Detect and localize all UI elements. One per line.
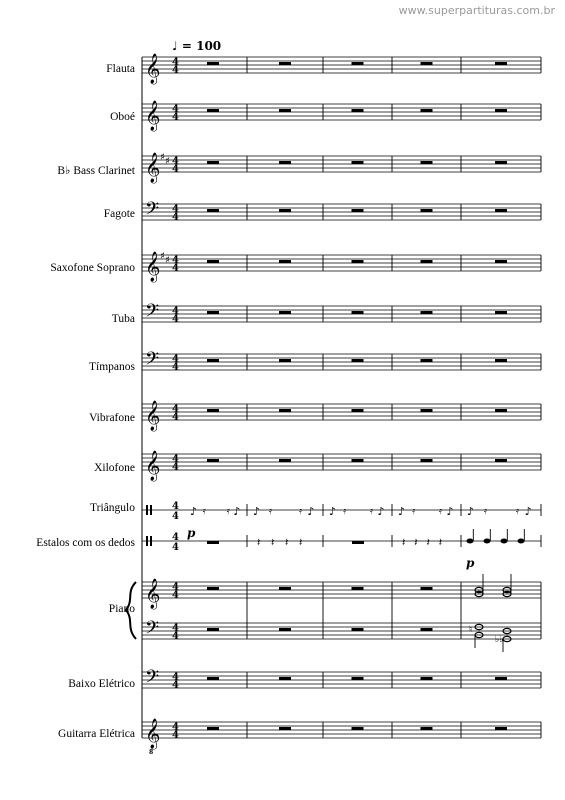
time-signature-denominator: 4 [172, 65, 179, 76]
treble-clef-icon: 𝄞 [145, 401, 161, 431]
percussion-clef-icon [146, 536, 148, 546]
sixteenth-rest-icon: 𝄿 [226, 506, 230, 517]
quarter-note-icon: ♩ [172, 39, 178, 53]
time-signature-numerator: 4 [172, 104, 179, 115]
bass-clef-icon: 𝄢 [145, 349, 160, 374]
whole-rest [207, 628, 219, 631]
treble-clef-icon: 𝄞 [145, 54, 161, 84]
sharp-icon: ♯ [160, 152, 165, 163]
whole-rest [279, 109, 291, 112]
time-signature-numerator: 4 [172, 57, 179, 68]
whole-rest [421, 62, 433, 65]
whole-rest [495, 62, 507, 65]
treble-clef-icon: 𝄞 [145, 719, 161, 749]
whole-rest [352, 209, 364, 212]
time-signature-denominator: 4 [172, 112, 179, 123]
whole-rest [352, 161, 364, 164]
whole-rest [352, 727, 364, 730]
whole-rest [279, 628, 291, 631]
whole-rest [495, 727, 507, 730]
sixteenth-rest-icon: 𝄿 [343, 506, 347, 517]
whole-rest [352, 260, 364, 263]
whole-rest [279, 409, 291, 412]
triangle-eighth-note-icon: ♪ [307, 505, 315, 518]
time-signature-numerator: 4 [172, 672, 179, 683]
time-signature-numerator: 4 [172, 354, 179, 365]
instrument-label-piano: Piano [108, 603, 135, 615]
triangle-eighth-note-icon: ♪ [524, 505, 532, 518]
treble-clef-icon: 𝄞 [145, 579, 161, 609]
octave-marking: 8 [149, 749, 154, 756]
bass-clef-icon: 𝄢 [145, 618, 160, 643]
whole-rest [421, 260, 433, 263]
whole-rest [421, 628, 433, 631]
quarter-rest-icon: 𝄽 [402, 536, 406, 549]
triangle-eighth-note-icon: ♪ [467, 505, 475, 518]
whole-rest [495, 311, 507, 314]
whole-rest [279, 727, 291, 730]
quarter-rest-icon: 𝄽 [299, 536, 303, 549]
whole-rest [495, 359, 507, 362]
sharp-icon: ♯ [165, 156, 170, 167]
treble-clef-icon: 𝄞 [145, 101, 161, 131]
bass-clef-icon: 𝄢 [145, 301, 160, 326]
dynamic-piano-estalos: p [466, 556, 475, 570]
instrument-label-guitarra-eletrica: Guitarra Elétrica [58, 728, 135, 740]
whole-rest [207, 161, 219, 164]
whole-rest [207, 541, 219, 544]
time-signature-denominator: 4 [172, 511, 179, 522]
time-signature-numerator: 4 [172, 454, 179, 465]
whole-rest [207, 727, 219, 730]
whole-rest [421, 727, 433, 730]
natural-icon: ♮ [469, 625, 473, 635]
whole-rest [207, 209, 219, 212]
whole-rest [352, 409, 364, 412]
whole-rest [421, 409, 433, 412]
percussion-clef-icon [150, 505, 152, 515]
piano-brace [126, 582, 136, 639]
quarter-rest-icon: 𝄽 [426, 536, 430, 549]
whole-rest [207, 459, 219, 462]
sixteenth-rest-icon: 𝄿 [299, 506, 303, 517]
whole-rest [279, 62, 291, 65]
tempo-text: = 100 [181, 39, 222, 53]
whole-rest [279, 587, 291, 590]
whole-rest [207, 62, 219, 65]
whole-rest [352, 459, 364, 462]
whole-rest [207, 587, 219, 590]
instrument-label-fagote: Fagote [103, 208, 135, 220]
triangle-eighth-note-icon: ♪ [190, 505, 198, 518]
quarter-rest-icon: 𝄽 [271, 536, 275, 549]
time-signature-denominator: 4 [172, 212, 179, 223]
triangle-eighth-note-icon: ♪ [233, 505, 241, 518]
whole-rest [495, 409, 507, 412]
whole-rest [421, 161, 433, 164]
whole-rest [207, 109, 219, 112]
triangle-eighth-note-icon: ♪ [398, 505, 406, 518]
time-signature-numerator: 4 [172, 306, 179, 317]
whole-rest [495, 109, 507, 112]
sixteenth-rest-icon: 𝄿 [484, 506, 488, 517]
whole-rest [495, 161, 507, 164]
time-signature-numerator: 4 [172, 532, 179, 543]
flat-icon: ♭♭ [495, 635, 504, 645]
instrument-label-flauta: Flauta [106, 63, 135, 75]
whole-rest [352, 677, 364, 680]
whole-rest [352, 359, 364, 362]
whole-rest [495, 677, 507, 680]
sixteenth-rest-icon: 𝄿 [515, 506, 520, 517]
watermark: www.superpartituras.com.br [398, 4, 555, 17]
bass-clef-icon: 𝄢 [145, 667, 160, 692]
time-signature-numerator: 4 [172, 722, 179, 733]
whole-rest [421, 311, 433, 314]
whole-rest [279, 677, 291, 680]
quarter-rest-icon: 𝄽 [414, 536, 418, 549]
time-signature-numerator: 4 [172, 204, 179, 215]
bass-clef-icon: 𝄢 [145, 199, 160, 224]
percussion-clef-icon [146, 505, 148, 515]
whole-rest [421, 109, 433, 112]
whole-rest [352, 62, 364, 65]
instrument-label-vibrafone: Vibrafone [89, 412, 135, 424]
whole-rest [207, 311, 219, 314]
treble-clef-icon: 𝄞 [145, 252, 161, 282]
whole-rest [421, 359, 433, 362]
triangle-eighth-note-icon: ♪ [253, 505, 261, 518]
triangle-eighth-note-icon: ♪ [377, 505, 385, 518]
instrument-label-xilofone: Xilofone [94, 462, 135, 474]
whole-rest [352, 541, 364, 544]
whole-rest [279, 359, 291, 362]
whole-rest [352, 311, 364, 314]
time-signature-denominator: 4 [172, 412, 179, 423]
instrument-label-tuba: Tuba [111, 313, 135, 325]
time-signature-denominator: 4 [172, 263, 179, 274]
triangle-eighth-note-icon: ♪ [329, 505, 337, 518]
time-signature-denominator: 4 [172, 631, 179, 642]
whole-rest [207, 359, 219, 362]
triangle-eighth-note-icon: ♪ [446, 505, 454, 518]
time-signature-denominator: 4 [172, 542, 179, 553]
whole-rest [421, 459, 433, 462]
time-signature-numerator: 4 [172, 582, 179, 593]
instrument-label-timpanos: Tímpanos [89, 361, 135, 373]
whole-rest [207, 677, 219, 680]
time-signature-denominator: 4 [172, 462, 179, 473]
time-signature-denominator: 4 [172, 680, 179, 691]
whole-rest [279, 161, 291, 164]
sixteenth-rest-icon: 𝄿 [202, 506, 206, 517]
whole-rest [495, 260, 507, 263]
whole-rest [279, 209, 291, 212]
whole-rest [421, 677, 433, 680]
quarter-rest-icon: 𝄽 [438, 536, 443, 549]
time-signature-denominator: 4 [172, 730, 179, 741]
instrument-label-estalos: Estalos com os dedos [36, 537, 135, 549]
instrument-label-saxofone-soprano: Saxofone Soprano [50, 262, 135, 274]
quarter-note-head [518, 539, 525, 544]
whole-rest [207, 260, 219, 263]
sixteenth-rest-icon: 𝄿 [269, 506, 273, 517]
quarter-note-head [501, 539, 508, 544]
sharp-icon: ♯ [165, 255, 170, 266]
quarter-note-head [467, 539, 474, 544]
treble-clef-icon: 𝄞 [145, 153, 161, 183]
sixteenth-rest-icon: 𝄿 [439, 506, 443, 517]
instrument-label-oboe: Oboé [110, 111, 135, 123]
quarter-rest-icon: 𝄽 [257, 536, 261, 549]
whole-rest [279, 459, 291, 462]
time-signature-numerator: 4 [172, 501, 179, 512]
time-signature-denominator: 4 [172, 362, 179, 373]
instrument-label-baixo-eletrico: Baixo Elétrico [68, 678, 135, 690]
sixteenth-rest-icon: 𝄿 [370, 506, 374, 517]
whole-rest [421, 209, 433, 212]
time-signature-denominator: 4 [172, 590, 179, 601]
whole-rest [495, 459, 507, 462]
whole-rest [352, 628, 364, 631]
sharp-icon: ♯ [160, 251, 165, 262]
whole-rest [421, 587, 433, 590]
sixteenth-rest-icon: 𝄿 [412, 506, 416, 517]
whole-rest [279, 311, 291, 314]
percussion-clef-icon [150, 536, 152, 546]
time-signature-denominator: 4 [172, 314, 179, 325]
whole-rest [352, 587, 364, 590]
whole-rest [279, 260, 291, 263]
instrument-label-triangulo: Triângulo [90, 502, 135, 514]
instrument-label-bass-clarinet: B♭ Bass Clarinet [57, 165, 135, 177]
quarter-note-head [484, 539, 491, 544]
whole-rest [352, 109, 364, 112]
whole-rest [207, 409, 219, 412]
treble-clef-icon: 𝄞 [145, 451, 161, 481]
time-signature-numerator: 4 [172, 255, 179, 266]
dynamic-piano-triangulo: p [187, 526, 196, 540]
time-signature-denominator: 4 [172, 164, 179, 175]
time-signature-numerator: 4 [172, 404, 179, 415]
whole-rest [495, 209, 507, 212]
time-signature-numerator: 4 [172, 623, 179, 634]
time-signature-numerator: 4 [172, 156, 179, 167]
quarter-rest-icon: 𝄽 [285, 536, 289, 549]
